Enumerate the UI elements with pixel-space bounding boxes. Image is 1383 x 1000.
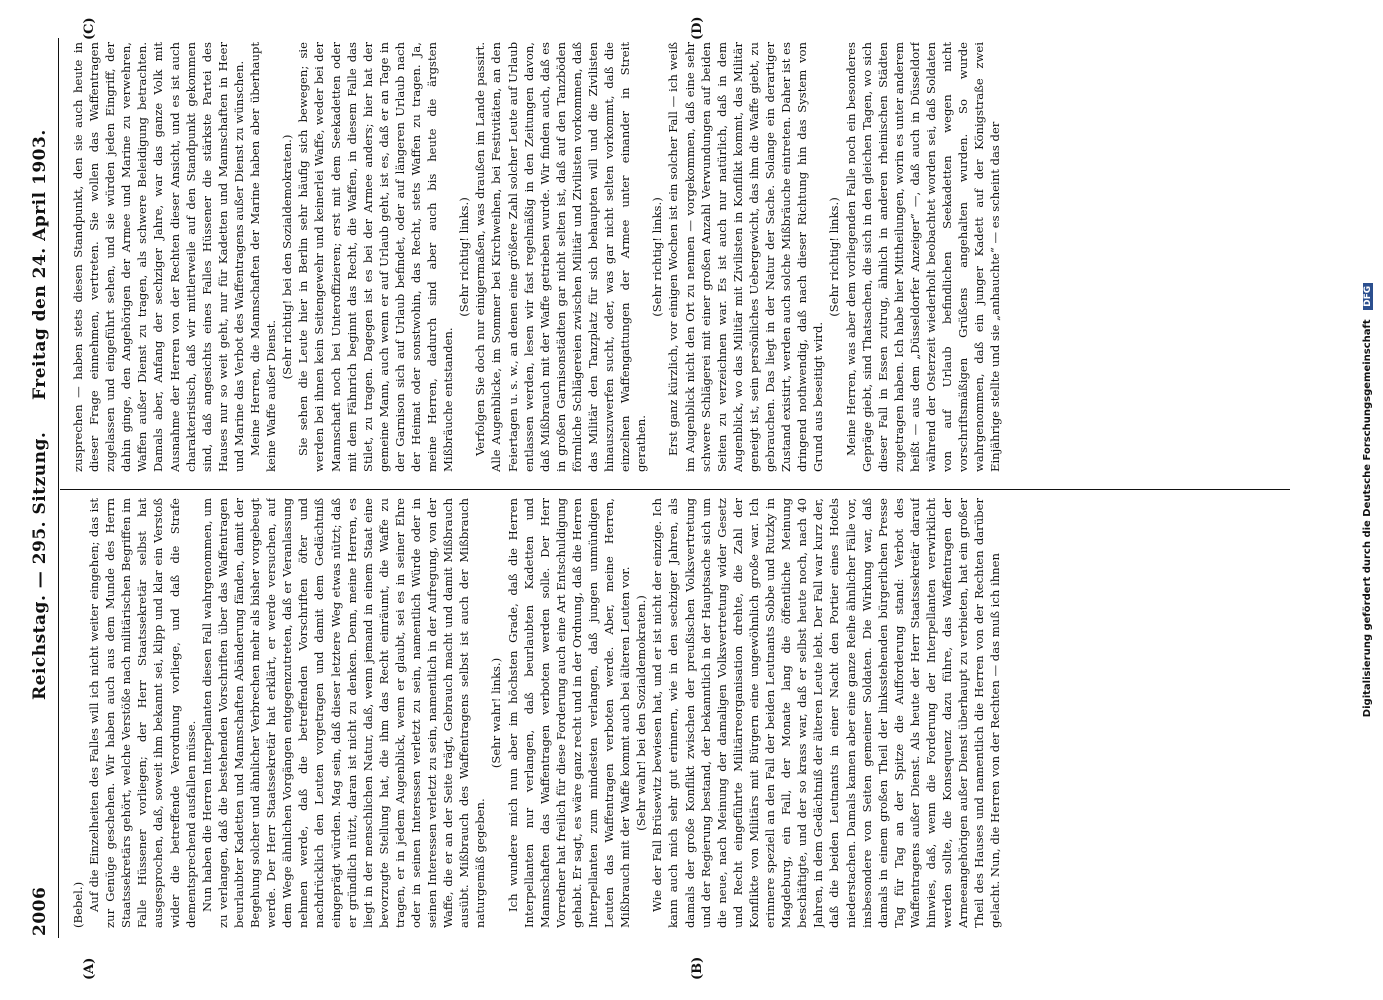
paragraph: Wie der Fall Brüsewitz bewiesen hat, und er ist nicht der einzige. Ich kann auch mich sehr gut erinnern, wie in den sechziger Jahren, als damals der große Konflikt zwischen der preußischen Volksvertretung und der Regierung bestand, der bekanntlich in der Hauptsache sich um die neue, nach Meinung der damaligen Volksvertretung wider Gesetz und Recht eingeführte Militärreorganisation drehte, die Zahl der Konflikte von Militärs mit Bürgern eine ungewöhnlich große war. Ich erinnere speziell an den Fall der beiden Leutnants Sobbe und Rutzky in Magdeburg, ein Fall, der Monate lang die öffentliche Meinung beschäftigte, und der so krass war, daß er selbst heute noch, nach 40 Jahren, in dem Gedächtniß der älteren Leute lebt. Der Fall war kurz der, daß die beiden Leutnants in einer Nacht den Portier eines Hotels niederstachen. Damals kamen aber eine ganze Reihe ähnlicher Fälle vor, insbesondere von Seiten gemeiner Soldaten. Die Wirkung war, daß damals in einem großen Theil der linksstehenden bürgerlichen Presse Tag für Tag an der Spitze die Aufforderung stand: Verbot des Waffentragens außer Dienst. Als heute der Herr Staatssekretär darauf hinwies, daß, wenn die Forderung der Interpellanten verwirklicht werden sollte, die Konsequenz dazu führe, das Waffentragen der Armeeangehörigen außer Dienst überhaupt zu verbieten, hat ein großer Theil des Hauses und namentlich die Herren von der Rechten darüber gelacht. Nun, die Herren von der Rechten — das muß ich ihnen	[650, 498, 1003, 928]
paragraph: Verfolgen Sie doch nur einigermaßen, was draußen im Lande passirt. Alle Augenblicke, im Sommer bei Kirchweihen, bei Festivitäten, an den Feiertagen u. s. w., an denen eine größere Zahl solcher Leute auf Urlaub entlassen werden, lesen wir fast regelmäßig in den Zeitungen davon, daß Mißbrauch mit der Waffe getrieben wurde. Wir finden auch, daß es in großen Garnisonstädten gar nicht selten ist, daß auf den Tanzböden förmliche Schlägereien zwischen Militär und Zivilisten vorkommen, daß das Militär den Tanzplatz für sich behaupten will und die Zivilisten hinauszuwerfen sucht, oder, was gar nicht selten vorkommt, daß die einzelnen Waffengattungen der Armee unter einander in Streit gerathen.	[473, 42, 649, 472]
paragraph: zusprechen — haben stets diesen Standpunkt, den sie auch heute in dieser Frage einnehmen, vertreten. Sie wollen das Waffentragen zugelassen und eingeführt sehen, und sie würden jeden Eingriff, der dahin ginge, den Angehörigen der Armee und Marine zu verwehren, Waffen außer Dienst zu tragen, als schwere Beleidigung betrachten. Damals aber, Anfang der sechziger Jahre, war das ganze Volk mit Ausnahme der Herren von der Rechten dieser Ansicht, und es ist auch charakteristisch, daß wir mittlerweile auf den Standpunkt gekommen sind, daß angesichts eines Falles Hüssener die stärkste Partei des Hauses nur so weit geht, nur für Kadetten und Mannschaften in Heer und Marine das Verbot des Waffentragens außer Dienst zu wünschen.	[71, 42, 246, 472]
margin-letter-b: (B)	[690, 956, 705, 980]
page-number: 2006	[30, 886, 50, 936]
margin-letter-c: (C)	[82, 17, 97, 40]
paragraph: Auf die Einzelheiten des Falles will ich nicht weiter eingehen; das ist zur Genüge geschehen. Wir haben auch aus dem Munde des Herrn Staatssekretärs gehört, welche Verstöße nach militärischen Begriffen im Falle Hüssener vorliegen; der Herr Staatssekretär selbst hat ausgesprochen, daß, soweit ihm bekannt sei, klipp und klar ein Verstoß wider die betreffende Verordnung vorliege, und daß die Strafe dementsprechend ausfallen müsse.	[87, 498, 198, 928]
paragraph: Meine Herren, was aber dem vorliegenden Falle noch ein besonderes Gepräge giebt, sind Thatsachen, die sich in den gleichen Tagen, wo sich dieser Fall in Essen zutrug, ähnlich in anderen rheinischen Städten zugetragen haben. Ich habe hier Mittheilungen, worin es unter anderem heißt — aus dem „Düsseldorfer Anzeiger“ —, daß auch in Düsseldorf während der Osterzeit wiederholt beobachtet worden sei, daß Soldaten von auf Urlaub befindlichen Seekadetten wegen nicht vorschriftsmäßigen Grüßens angehalten wurden. So wurde wahrgenommen, daß ein junger Kadett auf der Königstraße zwei Einjährige stellte und sie „anhauchte“ — es scheint das der	[843, 42, 1003, 472]
paragraph: Sie sehen die Leute hier in Berlin sehr häufig sich bewegen; sie werden bei ihnen kein Seitengewehr und keinerlei Waffe, weder bei der Mannschaft noch bei Unteroffizieren; erst mit dem Seekadetten oder mit dem Fähnrich beginnt das Recht, die Waffen, in diesem Falle das Stilet, zu tragen. Dagegen ist es bei der Armee anders; hier hat der gemeine Mann, auch wenn er auf Urlaub geht, ist es, daß er an Tage in der Garnison sich auf Urlaub befindet, oder auf längeren Urlaub nach der Heimat oder sonstwohin, das Recht, stets Waffen zu tragen. Ja, meine Herren, dadurch sind aber auch bis heute die ärgsten Mißbräuche entstanden.	[296, 42, 456, 472]
dfg-logo: DFG	[1363, 283, 1373, 310]
paragraph: (Sehr richtig! links.)	[650, 197, 665, 317]
session-header: Reichstag. — 295. Sitzung.	[30, 431, 50, 700]
left-text-column	[70, 498, 1280, 928]
paragraph: (Bebel.)	[71, 881, 85, 928]
paragraph: (Sehr richtig! links.)	[827, 197, 842, 317]
date-header: Freitag den 24. April 1903.	[30, 129, 50, 400]
paragraph: Ich wundere mich nun aber im höchsten Grade, daß die Herren Interpellanten nur verlangen, daß beurlaubten Kadetten und Mannschaften das Waffentragen verboten werden solle. Der Herr Vorredner hat freilich für diese Forderung auch eine Art Entschuldigung gehabt. Er sagt, es wäre ganz recht und in der Ordnung, daß die Herren Interpellanten zum mindesten verlangen, daß jungen unmündigen Leuten das Waffentragen verboten werde. Aber, meine Herren, Mißbrauch mit der Waffe kommt auch bei älteren Leuten vor.	[505, 498, 633, 928]
margin-letter-d: (D)	[690, 16, 705, 40]
paragraph: Meine Herren, die Mannschaften der Marine haben aber überhaupt keine Waffe außer Dienst.	[248, 42, 279, 472]
paragraph: Erst ganz kürzlich, vor einigen Wochen ist ein solcher Fall — ich weiß im Augenblick nicht den Ort zu nennen — vorgekommen, daß eine sehr schwere Schlägerei mit einer großen Anzahl Verwundungen auf beiden Seiten zu verzeichnen war. Es ist auch nur natürlich, daß in dem Augenblick, wo das Militär mit Zivilisten in Konflikt kommt, das Militär geneigt ist, sein persönliches Uebergewicht, das ihm die Waffe giebt, zu gebrauchen. Das liegt in der Natur der Sache. Solange ein derartiger Zustand existirt, werden auch solche Mißbräuche eintreten. Daher ist es dringend nothwendig, daß nach dieser Richtung hin das System von Grund aus beseitigt wird.	[666, 42, 826, 472]
paragraph: (Sehr richtig! bei den Sozialdemokraten.)	[280, 134, 295, 380]
margin-letter-a: (A)	[82, 957, 97, 980]
column-divider	[60, 489, 1290, 490]
right-text-column	[70, 42, 1280, 472]
header-rule	[58, 38, 59, 938]
digitization-credit	[1362, 0, 1373, 1000]
paragraph: (Sehr wahr! bei den Sozialdemokraten.)	[634, 595, 649, 831]
credit-text: Digitalisierung gefördert durch die Deutsche Forschungsgemeinschaft	[1362, 319, 1373, 718]
paragraph: (Sehr richtig! links.)	[457, 197, 472, 317]
paragraph: (Sehr wahr! links.)	[489, 657, 504, 769]
paragraph: Nun haben die Herren Interpellanten diesen Fall wahrgenommen, um zu verlangen, daß die bestehenden Vorschriften über das Waffentragen beurlaubter Kadetten und Mannschaften Abänderung fänden, damit der Begehung solcher und ähnlicher Verbrechen mehr als bisher vorgebeugt werde. Der Herr Staatssekretär hat erklärt, er werde versuchen, auf dem Wege ähnlichen Vorgängen entgegenzutreten, daß er Veranlassung nehmen werde, daß die betreffenden Vorschriften öfter und nachdrücklich den Leuten vorgetragen und damit dem Gedächtniß eingeprägt würden. Mag sein, daß dieser letztere Weg etwas nützt; daß er gründlich nützt, daran ist nicht zu denken. Denn, meine Herren, es liegt in der menschlichen Natur, daß, wenn jemand in einem Staat eine bevorzugte Stellung hat, die ihm das Recht einräumt, die Waffe zu tragen, er in jedem Augenblick, wenn er glaubt, sei es in seiner Ehre oder in seinen Interessen verletzt zu sein, namentlich Würde oder in seinen Interessen verletzt zu sein, namentlich in der Aufregung, von der Waffe, die er an der Seite trägt, Gebrauch macht und damit Mißbrauch ausübt. Mißbrauch des Waffentragens selbst ist auch der Mißbrauch naturgemäß gegeben.	[199, 498, 488, 928]
